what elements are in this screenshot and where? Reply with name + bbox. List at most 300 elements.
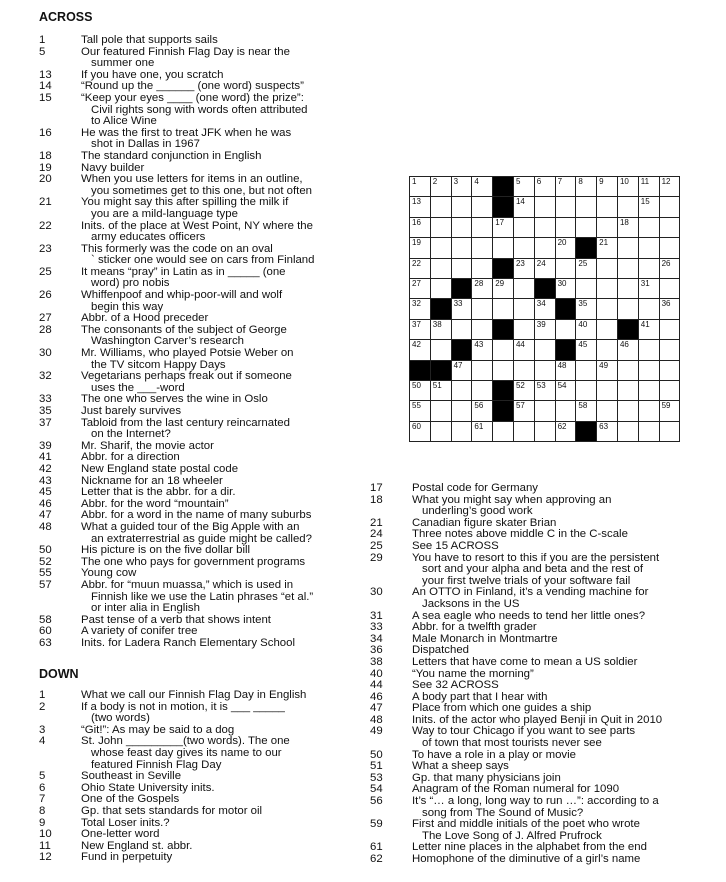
clue-line: It means “pray” in Latin as in _____ (one [81,265,286,278]
grid-cell[interactable] [555,401,576,421]
clue-text [81,371,339,394]
black-square [451,278,472,298]
clue-line: Jacksons in the US [422,597,520,610]
grid-cell[interactable] [638,421,659,441]
clue-text [81,487,339,499]
grid-cell[interactable] [430,380,451,400]
clue-number: 25 [39,265,52,278]
cell-number: 60 [412,421,421,431]
grid-cell[interactable] [430,401,451,421]
grid-cell[interactable] [430,177,451,197]
cell-number: 22 [412,258,421,268]
grid-cell[interactable] [659,238,680,258]
clue-line: featured Finnish Flag Day [91,758,222,771]
cell-number: 5 [515,177,521,186]
grid-cell[interactable] [430,319,451,339]
grid-cell[interactable] [638,258,659,278]
cell-number: 32 [412,299,421,309]
grid-cell[interactable] [555,177,576,197]
clue-line: Civil rights song with words often attributed [91,103,308,116]
grid-cell[interactable] [534,421,555,441]
grid-cell[interactable] [472,258,493,278]
clue-line: Dispatched [412,644,469,657]
grid-cell[interactable] [451,217,472,237]
grid-cell[interactable] [597,258,618,278]
grid-cell[interactable] [410,340,431,360]
grid-cell[interactable] [513,401,534,421]
grid-cell[interactable] [597,421,618,441]
grid-cell[interactable] [534,177,555,197]
across-clue-30 [39,348,339,371]
across-clue-37 [39,418,339,441]
grid-cell[interactable] [430,278,451,298]
clue-line: See 15 ACROSS [412,539,499,552]
clue-number: 9 [39,816,46,829]
clue-line: Fund in perpetuity [81,851,173,864]
grid-cell[interactable] [493,340,514,360]
cell-number: 59 [661,401,671,411]
grid-cell[interactable] [451,299,472,319]
grid-cell[interactable] [659,258,680,278]
clue-number: 7 [39,793,46,806]
grid-cell[interactable] [534,360,555,380]
grid-cell[interactable] [513,319,534,339]
grid-cell[interactable] [472,340,493,360]
grid-cell[interactable] [451,319,472,339]
grid-cell[interactable] [638,360,659,380]
grid-cell[interactable] [617,177,638,197]
grid-cell[interactable] [617,217,638,237]
grid-cell[interactable] [576,177,597,197]
grid-cell[interactable] [659,217,680,237]
grid-cell[interactable] [617,380,638,400]
grid-cell[interactable] [597,238,618,258]
grid-cell[interactable] [576,258,597,278]
grid-cell[interactable] [597,380,618,400]
grid-cell[interactable] [597,401,618,421]
clue-number: 16 [39,126,52,139]
grid-cell[interactable] [659,401,680,421]
clue-line: Vegetarians perhaps freak out if someone [81,370,292,383]
grid-cell[interactable] [410,258,431,278]
clue-text [81,736,339,771]
clue-line: summer one [91,57,155,70]
cell-number: 29 [495,278,505,288]
clue-number: 8 [39,804,46,817]
clue-line: New England st. abbr. [81,839,193,852]
across-clue-35 [39,406,339,418]
grid-cell[interactable] [513,197,534,217]
grid-cell[interactable] [597,217,618,237]
grid-cell[interactable] [451,258,472,278]
cell-number: 52 [515,380,525,390]
clue-text [81,197,339,220]
clue-number: 55 [39,567,52,580]
grid-cell[interactable] [472,421,493,441]
grid-cell[interactable] [410,299,431,319]
grid-cell[interactable] [513,421,534,441]
cell-number: 63 [599,421,609,431]
grid-cell[interactable] [534,401,555,421]
down-clue-10 [39,829,339,841]
grid-cell[interactable] [576,217,597,237]
clue-number: 21 [39,196,52,209]
grid-cell[interactable] [430,421,451,441]
clue-number: 1 [39,689,46,701]
cell-number: 41 [640,319,650,329]
grid-cell[interactable] [576,278,597,298]
cell-number: 21 [599,238,609,248]
grid-cell[interactable] [472,299,493,319]
clue-number: 5 [39,45,46,58]
grid-cell[interactable] [410,177,431,197]
grid-cell[interactable] [472,401,493,421]
grid-cell[interactable] [493,278,514,298]
grid-cell[interactable] [617,299,638,319]
grid-cell[interactable] [659,177,680,197]
cell-number: 35 [578,299,588,309]
grid-cell[interactable] [576,360,597,380]
down-clue-49 [370,726,690,749]
black-square [555,340,576,360]
clue-number: 53 [370,771,383,784]
clue-line: See 32 ACROSS [412,679,499,692]
clue-line: an extraterrestrial as guide might be called? [91,532,312,545]
grid-cell[interactable] [410,278,431,298]
grid-cell[interactable] [493,238,514,258]
clue-line: Whiffenpoof and whip-poor-will and wolf [81,289,283,302]
across-clue-42 [39,464,339,476]
clue-text [81,174,339,197]
clue-line: Letter nine places in the alphabet from the end [412,841,647,854]
clue-number: 39 [39,439,52,452]
grid-cell[interactable] [576,299,597,319]
grid-cell[interactable] [638,197,659,217]
grid-cell[interactable] [410,421,431,441]
grid-cell[interactable] [555,197,576,217]
clue-number: 61 [370,841,383,854]
grid-cell[interactable] [430,197,451,217]
clue-number: 41 [39,451,52,464]
grid-cell[interactable] [472,360,493,380]
grid-cell[interactable] [617,278,638,298]
clue-line: Abbr. for a twelfth grader [412,621,537,634]
clue-line: Tall pole that supports sails [81,34,218,46]
clue-line: uses the ___-word [91,381,185,394]
clue-line: Canadian figure skater Brian [412,516,557,529]
grid-cell[interactable] [513,258,534,278]
clue-line: One of the Gospels [81,793,180,806]
clue-line: What we call our Finnish Flag Day in English [81,689,307,701]
cell-number: 51 [432,380,442,390]
clue-text [81,806,339,818]
grid-cell[interactable] [659,380,680,400]
grid-cell[interactable] [493,421,514,441]
cell-number: 46 [619,340,629,350]
cell-number: 44 [515,340,525,350]
grid-cell[interactable] [659,299,680,319]
grid-cell[interactable] [555,421,576,441]
grid-cell[interactable] [617,238,638,258]
grid-cell[interactable] [659,319,680,339]
grid-cell[interactable] [410,217,431,237]
grid-cell[interactable] [513,360,534,380]
clue-number: 51 [370,760,383,773]
cell-number: 9 [599,177,604,186]
clue-line: Finnish like we use the Latin phrases “et al.” [91,590,314,603]
grid-cell[interactable] [638,380,659,400]
grid-cell[interactable] [410,197,431,217]
clue-number: 24 [370,528,383,541]
clue-text [81,829,339,841]
grid-cell[interactable] [617,197,638,217]
grid-cell[interactable] [513,340,534,360]
grid-cell[interactable] [617,401,638,421]
grid-cell[interactable] [513,217,534,237]
grid-cell[interactable] [472,217,493,237]
clue-line: Young cow [81,567,137,580]
clue-text [81,47,339,70]
grid-cell[interactable] [659,360,680,380]
grid-cell[interactable] [534,258,555,278]
grid-cell[interactable] [597,340,618,360]
clue-line: “Round up the ______ (one word) suspects” [81,80,304,93]
clue-number: 35 [39,405,52,417]
grid-cell[interactable] [555,278,576,298]
clue-text [81,522,339,545]
clue-line: sort and your alpha and beta and the rest of [422,563,644,576]
clue-line: To have a role in a play or movie [412,748,576,761]
cell-number: 49 [599,360,609,370]
across-clue-26 [39,290,339,313]
clue-line: Navy builder [81,161,145,174]
grid-cell[interactable] [638,319,659,339]
grid-cell[interactable] [472,278,493,298]
across-clue-50 [39,545,339,557]
cell-number: 26 [661,258,671,268]
clue-line: Letter that is the abbr. for a dir. [81,486,236,499]
clue-line: A variety of conifer tree [81,625,198,638]
grid-cell[interactable] [451,401,472,421]
clue-line: army educates officers [91,231,206,244]
clue-text [412,495,690,518]
grid-cell[interactable] [659,197,680,217]
grid-cell[interactable] [659,421,680,441]
grid-cell[interactable] [472,177,493,197]
down-clue-1 [39,690,339,702]
grid-cell[interactable] [493,217,514,237]
grid-cell[interactable] [597,360,618,380]
cell-number: 12 [661,177,671,186]
grid-cell[interactable] [451,238,472,258]
cell-number: 13 [412,197,421,207]
grid-cell[interactable] [534,340,555,360]
grid-cell[interactable] [493,360,514,380]
grid-cell[interactable] [451,177,472,197]
down-clue-2 [39,702,339,725]
grid-cell[interactable] [534,238,555,258]
clue-number: 32 [39,370,52,383]
grid-cell[interactable] [597,319,618,339]
black-square [555,299,576,319]
grid-cell[interactable] [493,299,514,319]
grid-cell[interactable] [451,380,472,400]
grid-cell[interactable] [472,197,493,217]
clue-number: 19 [39,161,52,174]
clue-number: 15 [39,91,52,104]
grid-cell[interactable] [555,238,576,258]
grid-cell[interactable] [472,319,493,339]
grid-cell[interactable] [617,340,638,360]
across-heading: ACROSS [39,10,93,24]
grid-cell[interactable] [555,360,576,380]
grid-cell[interactable] [638,238,659,258]
grid-cell[interactable] [555,217,576,237]
grid-cell[interactable] [451,421,472,441]
grid-cell[interactable] [555,319,576,339]
grid-cell[interactable] [472,238,493,258]
grid-cell[interactable] [410,238,431,258]
clue-text [81,852,339,864]
clue-line: “Keep your eyes ____ (one word) the prize”: [81,91,304,104]
grid-cell[interactable] [638,278,659,298]
grid-cell[interactable] [451,197,472,217]
clue-line: Abbr. of a Hood preceder [81,312,209,325]
clue-line: One-letter word [81,828,160,841]
cell-number: 45 [578,340,588,350]
grid-cell[interactable] [576,319,597,339]
grid-cell[interactable] [617,360,638,380]
grid-cell[interactable] [472,380,493,400]
grid-cell[interactable] [638,299,659,319]
clue-number: 57 [39,578,52,591]
clue-text [81,244,339,267]
clue-number: 48 [370,713,383,726]
cell-number: 27 [412,278,421,288]
clue-text [81,325,339,348]
clue-line: When you use letters for items in an outline, [81,173,303,186]
grid-cell[interactable] [513,299,534,319]
clue-line: Homophone of the diminutive of a girl’s name [412,853,641,865]
cell-number: 11 [640,177,650,186]
across-clue-16 [39,128,339,151]
grid-cell[interactable] [410,319,431,339]
grid-cell[interactable] [659,278,680,298]
grid-cell[interactable] [534,380,555,400]
clue-line: shot in Dallas in 1967 [91,138,200,151]
clue-line: Gp. that many physicians join [412,771,561,784]
clue-line: Letters that have come to mean a US soldier [412,655,638,668]
clue-line: A body part that I hear with [412,690,548,703]
clue-number: 60 [39,625,52,638]
grid-cell[interactable] [410,380,431,400]
grid-cell[interactable] [430,217,451,237]
grid-cell[interactable] [513,177,534,197]
grid-cell[interactable] [576,197,597,217]
clue-number: 26 [39,289,52,302]
grid-cell[interactable] [430,340,451,360]
grid-cell[interactable] [451,360,472,380]
grid-cell[interactable] [617,258,638,278]
clue-number: 11 [39,839,51,852]
clue-number: 59 [370,818,383,831]
grid-cell[interactable] [430,258,451,278]
cell-number: 18 [619,217,629,227]
clue-line: begin this way [91,300,164,313]
cell-number: 16 [412,217,421,227]
grid-cell[interactable] [410,401,431,421]
clue-line: word) pro nobis [91,277,170,290]
cell-number: 61 [474,421,484,431]
grid-cell[interactable] [638,401,659,421]
cell-number: 37 [412,319,421,329]
clue-line: He was the first to treat JFK when he was [81,126,292,139]
grid-cell[interactable] [597,299,618,319]
clue-line: Inits. of the actor who played Benji in Quit in 2010 [412,713,663,726]
grid-cell[interactable] [555,258,576,278]
grid-cell[interactable] [638,217,659,237]
grid-cell[interactable] [597,197,618,217]
clue-number: 47 [39,509,52,522]
down-clue-59 [370,819,690,842]
clue-number: 14 [39,80,52,93]
clue-line: His picture is on the five dollar bill [81,544,251,557]
clue-number: 50 [39,544,52,557]
grid-cell[interactable] [638,340,659,360]
clue-line: It’s “… a long, long way to run …”: according to a [412,795,659,808]
grid-cell[interactable] [534,299,555,319]
cell-number: 2 [432,177,438,186]
clue-line: What a guided tour of the Big Apple with an [81,520,300,533]
clue-line: (two words) [91,712,150,725]
grid-cell[interactable] [513,278,534,298]
clue-line: on the Internet? [91,428,171,441]
black-square [493,258,514,278]
cell-number: 28 [474,278,484,288]
cell-number: 24 [536,258,546,268]
grid-cell[interactable] [659,340,680,360]
cell-number: 34 [536,299,546,309]
grid-cell[interactable] [534,197,555,217]
grid-cell[interactable] [597,278,618,298]
clue-line: Anagram of the Roman numeral for 1090 [412,783,620,796]
grid-cell[interactable] [534,217,555,237]
grid-cell[interactable] [638,177,659,197]
grid-cell[interactable] [555,380,576,400]
grid-cell[interactable] [430,238,451,258]
clue-number: 47 [370,702,383,715]
clue-number: 54 [370,783,383,796]
clue-line: “Git!”: As may be said to a dog [81,723,235,736]
grid-cell[interactable] [597,177,618,197]
grid-cell[interactable] [617,421,638,441]
grid-cell[interactable] [576,340,597,360]
black-square [493,319,514,339]
black-square [451,340,472,360]
grid-cell[interactable] [513,238,534,258]
clue-number: 13 [39,68,52,81]
clue-number: 6 [39,781,46,794]
clue-line: Washington Carver’s research [91,335,244,348]
grid-cell[interactable] [513,380,534,400]
grid-cell[interactable] [576,401,597,421]
grid-cell[interactable] [534,319,555,339]
clue-line: The Love Song of J. Alfred Prufrock [422,829,602,842]
cell-number: 48 [557,360,567,370]
grid-cell[interactable] [576,380,597,400]
clue-text [81,151,339,163]
down-clue-17 [370,483,690,495]
